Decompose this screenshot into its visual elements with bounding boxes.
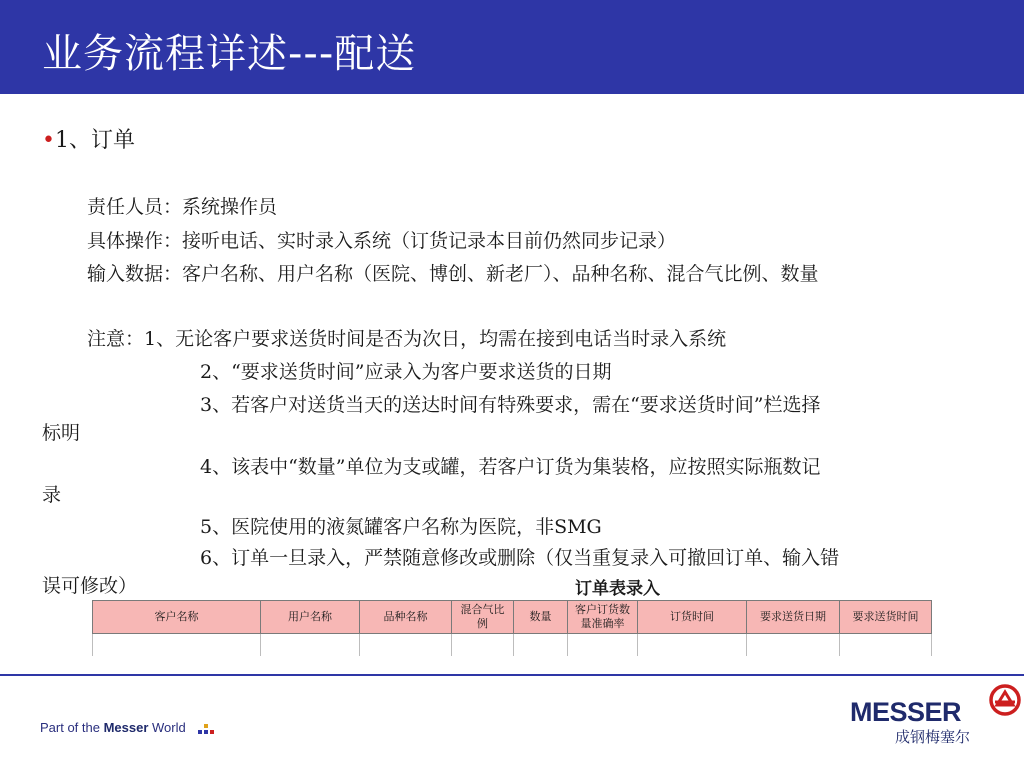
- note-5: 5、医院使用的液氮罐客户名称为医院，非SMG: [200, 516, 602, 538]
- column-header: 客户订货数 量准确率: [568, 601, 638, 634]
- table-cell[interactable]: [638, 634, 747, 657]
- table-cell[interactable]: [514, 634, 568, 657]
- column-header: 要求送货时间: [840, 601, 932, 634]
- column-header: 用户名称: [261, 601, 360, 634]
- tagline-suffix: World: [148, 720, 186, 735]
- note-3: 3、若客户对送货当天的送达时间有特殊要求，需在“要求送货时间”栏选择: [200, 394, 821, 416]
- section-heading: [42, 123, 135, 154]
- order-entry-table: [92, 600, 932, 656]
- table-row: [93, 634, 932, 657]
- tagline-brand: Messer: [103, 720, 149, 735]
- column-header: 数量: [514, 601, 568, 634]
- table-cell[interactable]: [360, 634, 452, 657]
- table-cell[interactable]: [261, 634, 360, 657]
- column-header: 混合气比 例: [452, 601, 514, 634]
- note-4-continued: 录: [42, 484, 62, 506]
- note-4: 4、该表中“数量”单位为支或罐，若客户订货为集装格，应按照实际瓶数记: [200, 456, 821, 478]
- responsible-line: 责任人员：系统操作员: [87, 196, 278, 218]
- note-3-continued: 标明: [42, 422, 81, 444]
- table-cell[interactable]: [452, 634, 514, 657]
- note-6: 6、订单一旦录入，严禁随意修改或删除（仅当重复录入可撤回订单、输入错: [200, 547, 840, 569]
- operation-line: 具体操作：接听电话、实时录入系统（订货记录本目前仍然同步记录）: [87, 230, 677, 252]
- tagline-prefix: Part of the: [40, 720, 104, 735]
- bullet-icon: •: [42, 128, 55, 153]
- table-cell[interactable]: [568, 634, 638, 657]
- messer-logo-chinese: 成钢梅塞尔: [895, 728, 971, 746]
- column-header: 客户名称: [93, 601, 261, 634]
- section-heading-text: 1、订单: [54, 128, 135, 153]
- column-header: 品种名称: [360, 601, 452, 634]
- title-bar: [0, 0, 1024, 94]
- messer-emblem-icon: [988, 683, 1022, 717]
- slide-title: 业务流程详述---配送: [42, 31, 417, 77]
- column-header: 订货时间: [638, 601, 747, 634]
- note-1: 注意：1、无论客户要求送货时间是否为次日，均需在接到电话当时录入系统: [87, 328, 727, 350]
- table-cell[interactable]: [93, 634, 261, 657]
- column-header: 要求送货日期: [747, 601, 840, 634]
- input-data-line: 输入数据：客户名称、用户名称（医院、博创、新老厂）、品种名称、混合气比例、数量: [87, 263, 819, 285]
- footer-divider: [0, 674, 1024, 676]
- table-cell[interactable]: [747, 634, 840, 657]
- table-header-row: [93, 601, 932, 634]
- messer-logo: MESSER: [850, 697, 962, 727]
- world-dots-icon: [198, 724, 214, 736]
- note-6-continued: 误可修改）: [42, 575, 138, 597]
- footer-tagline: [40, 720, 186, 735]
- order-table-title: 订单表录入: [571, 574, 664, 599]
- table-cell[interactable]: [840, 634, 932, 657]
- note-2: 2、“要求送货时间”应录入为客户要求送货的日期: [200, 361, 612, 383]
